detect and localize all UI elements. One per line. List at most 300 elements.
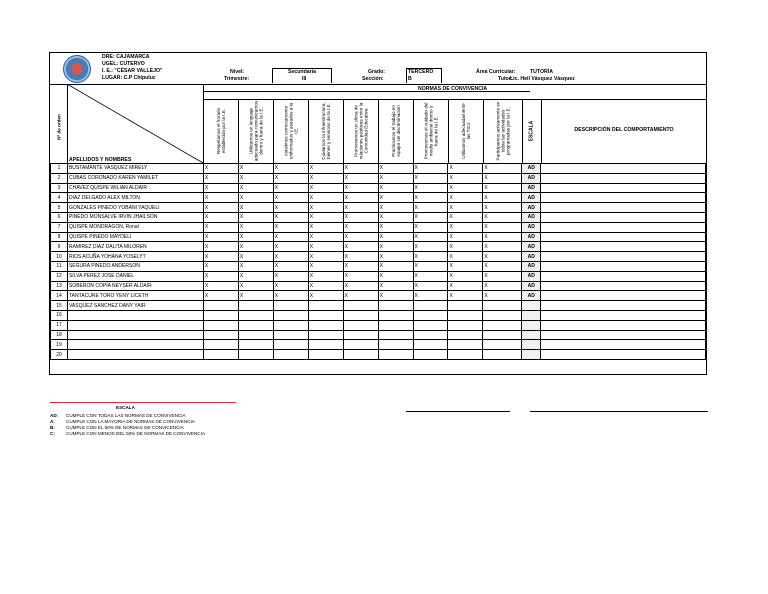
norma-mark[interactable]: X bbox=[483, 183, 522, 193]
norma-mark[interactable]: X bbox=[343, 193, 378, 203]
norma-mark[interactable] bbox=[343, 310, 378, 320]
norma-header: Practicamos el trabajo en equipo sin discriminación bbox=[391, 105, 401, 157]
norma-mark[interactable] bbox=[448, 340, 483, 350]
norma-mark[interactable]: X bbox=[413, 183, 448, 193]
norma-mark[interactable]: X bbox=[448, 261, 483, 271]
escala-value[interactable] bbox=[522, 350, 541, 360]
norma-header: Utilizamos adecuadamente las TICs bbox=[461, 103, 471, 159]
norma-mark[interactable]: X bbox=[308, 291, 343, 301]
norma-mark[interactable]: X bbox=[378, 232, 413, 242]
row-number[interactable]: 11 bbox=[51, 261, 68, 271]
norma-mark[interactable] bbox=[343, 330, 378, 340]
norma-mark[interactable] bbox=[448, 301, 483, 311]
order-header: Nº de orden bbox=[56, 114, 62, 140]
norma-mark[interactable] bbox=[273, 340, 308, 350]
area-value: TUTORÍA bbox=[530, 69, 553, 75]
norma-mark[interactable]: X bbox=[413, 164, 448, 174]
norma-mark[interactable]: X bbox=[448, 222, 483, 232]
norma-mark[interactable] bbox=[308, 301, 343, 311]
escala-value[interactable] bbox=[522, 301, 541, 311]
norma-mark[interactable]: X bbox=[308, 164, 343, 174]
norma-mark[interactable]: X bbox=[483, 164, 522, 174]
table-row bbox=[51, 261, 706, 271]
norma-mark[interactable] bbox=[203, 310, 238, 320]
norma-header: Cuidamos la infraestructura, bienes y servicios de la I.E. bbox=[321, 102, 331, 160]
norma-mark[interactable] bbox=[413, 320, 448, 330]
descripcion-cell[interactable] bbox=[541, 232, 706, 242]
norma-mark[interactable] bbox=[238, 301, 273, 311]
student-name[interactable] bbox=[67, 340, 203, 350]
row-number[interactable]: 20 bbox=[51, 350, 68, 360]
nivel-value: Secundaria bbox=[288, 69, 316, 75]
norma-mark[interactable] bbox=[273, 310, 308, 320]
norma-mark[interactable] bbox=[273, 350, 308, 360]
norma-mark[interactable] bbox=[308, 320, 343, 330]
norma-mark[interactable]: X bbox=[343, 271, 378, 281]
norma-mark[interactable] bbox=[238, 310, 273, 320]
norma-mark[interactable]: X bbox=[273, 183, 308, 193]
descripcion-cell[interactable] bbox=[541, 252, 706, 262]
norma-mark[interactable]: X bbox=[413, 242, 448, 252]
norma-mark[interactable]: X bbox=[238, 261, 273, 271]
norma-mark[interactable] bbox=[203, 340, 238, 350]
student-name[interactable] bbox=[67, 320, 203, 330]
row-number[interactable]: 5 bbox=[51, 203, 68, 213]
row-number[interactable]: 12 bbox=[51, 271, 68, 281]
tutor-value: Lic. Heil Vásquez Vásquez bbox=[510, 76, 575, 82]
student-name[interactable]: TANTACURE TORO YENY LICETH bbox=[67, 291, 203, 301]
descripcion-cell[interactable] bbox=[541, 281, 706, 291]
norma-mark[interactable] bbox=[483, 350, 522, 360]
norma-mark[interactable] bbox=[483, 310, 522, 320]
legend-text: CUMPLE CON TODAS LAS NORMAS DE CONVIVENCIA bbox=[66, 413, 186, 418]
row-number[interactable]: 7 bbox=[51, 222, 68, 232]
norma-mark[interactable]: X bbox=[448, 281, 483, 291]
norma-mark[interactable]: X bbox=[448, 252, 483, 262]
norma-mark[interactable]: X bbox=[308, 281, 343, 291]
nivel-label: Nivel: bbox=[230, 69, 245, 75]
table-row bbox=[51, 281, 706, 291]
norma-mark[interactable]: X bbox=[413, 232, 448, 242]
area-label: Área Curricular: bbox=[476, 69, 516, 75]
norma-mark[interactable]: X bbox=[238, 252, 273, 262]
norma-mark[interactable] bbox=[343, 301, 378, 311]
student-name[interactable]: SILVA PEREZ JOSE DANIEL bbox=[67, 271, 203, 281]
row-number[interactable]: 1 bbox=[51, 164, 68, 174]
norma-mark[interactable] bbox=[448, 350, 483, 360]
escala-value[interactable]: AD bbox=[522, 271, 541, 281]
norma-mark[interactable]: X bbox=[343, 242, 378, 252]
norma-mark[interactable] bbox=[308, 310, 343, 320]
table-row bbox=[51, 252, 706, 262]
norma-mark[interactable]: X bbox=[378, 291, 413, 301]
descripcion-cell[interactable] bbox=[541, 222, 706, 232]
row-number[interactable]: 19 bbox=[51, 340, 68, 350]
table-row bbox=[51, 310, 706, 320]
student-name[interactable]: GONZALES PINEDO YOBANI YAQUELI bbox=[67, 203, 203, 213]
norma-mark[interactable]: X bbox=[413, 212, 448, 222]
ugel-text: UGEL: CUTERVO bbox=[102, 61, 145, 67]
norma-mark[interactable]: X bbox=[273, 222, 308, 232]
norma-mark[interactable]: X bbox=[343, 212, 378, 222]
escala-value[interactable]: AD bbox=[522, 291, 541, 301]
student-name[interactable]: DIAZ DELGADO ALEX MILTON bbox=[67, 193, 203, 203]
norma-mark[interactable]: X bbox=[238, 222, 273, 232]
norma-mark[interactable] bbox=[378, 320, 413, 330]
student-name[interactable]: RIOS ACUÑA YOHANA YOSELYT bbox=[67, 252, 203, 262]
descripcion-cell[interactable] bbox=[541, 310, 706, 320]
norma-mark[interactable] bbox=[203, 350, 238, 360]
table-row bbox=[51, 320, 706, 330]
table-row bbox=[51, 173, 706, 183]
row-number[interactable]: 2 bbox=[51, 173, 68, 183]
school-logo-icon bbox=[63, 55, 91, 83]
student-name[interactable]: PINEDO MONSALVE IRVIN JHAILSON bbox=[67, 212, 203, 222]
norma-header-cell bbox=[413, 99, 448, 163]
student-name[interactable]: RAMIREZ DIAZ DALITA MILOREN bbox=[67, 242, 203, 252]
tutor-label: Tutor: bbox=[498, 76, 513, 82]
norma-mark[interactable]: X bbox=[238, 291, 273, 301]
escala-value[interactable]: AD bbox=[522, 183, 541, 193]
norma-mark[interactable]: X bbox=[238, 281, 273, 291]
row-number[interactable]: 3 bbox=[51, 183, 68, 193]
norma-mark[interactable]: X bbox=[273, 271, 308, 281]
norma-mark[interactable]: X bbox=[203, 173, 238, 183]
norma-mark[interactable]: X bbox=[308, 173, 343, 183]
escala-value[interactable]: AD bbox=[522, 173, 541, 183]
norma-mark[interactable]: X bbox=[483, 252, 522, 262]
descripcion-cell[interactable] bbox=[541, 212, 706, 222]
norma-mark[interactable]: X bbox=[273, 203, 308, 213]
norma-mark[interactable]: X bbox=[448, 232, 483, 242]
escala-value[interactable]: AD bbox=[522, 261, 541, 271]
norma-mark[interactable] bbox=[378, 330, 413, 340]
norma-mark[interactable]: X bbox=[203, 261, 238, 271]
norma-mark[interactable]: X bbox=[413, 291, 448, 301]
student-name[interactable] bbox=[67, 350, 203, 360]
norma-mark[interactable]: X bbox=[448, 173, 483, 183]
norma-mark[interactable]: X bbox=[203, 212, 238, 222]
norma-mark[interactable]: X bbox=[413, 271, 448, 281]
descripcion-cell[interactable] bbox=[541, 203, 706, 213]
row-number[interactable]: 8 bbox=[51, 232, 68, 242]
norma-mark[interactable]: X bbox=[378, 193, 413, 203]
student-name[interactable]: SEGURA PINEDO ANDERSON bbox=[67, 261, 203, 271]
norma-mark[interactable]: X bbox=[308, 222, 343, 232]
norma-mark[interactable]: X bbox=[413, 222, 448, 232]
norma-mark[interactable] bbox=[413, 301, 448, 311]
norma-mark[interactable]: X bbox=[273, 252, 308, 262]
norma-mark[interactable] bbox=[413, 330, 448, 340]
norma-mark[interactable]: X bbox=[483, 193, 522, 203]
norma-mark[interactable]: X bbox=[273, 173, 308, 183]
norma-mark[interactable] bbox=[483, 340, 522, 350]
norma-mark[interactable]: X bbox=[378, 203, 413, 213]
row-number[interactable]: 10 bbox=[51, 252, 68, 262]
norma-mark[interactable] bbox=[308, 340, 343, 350]
norma-mark[interactable]: X bbox=[343, 173, 378, 183]
descripcion-cell[interactable] bbox=[541, 330, 706, 340]
norma-mark[interactable]: X bbox=[238, 183, 273, 193]
descripcion-cell[interactable] bbox=[541, 183, 706, 193]
norma-mark[interactable]: X bbox=[308, 242, 343, 252]
norma-mark[interactable]: X bbox=[203, 222, 238, 232]
norma-mark[interactable]: X bbox=[203, 193, 238, 203]
norma-mark[interactable]: X bbox=[203, 183, 238, 193]
norma-mark[interactable] bbox=[378, 350, 413, 360]
norma-mark[interactable]: X bbox=[378, 252, 413, 262]
row-number[interactable]: 15 bbox=[51, 301, 68, 311]
norma-mark[interactable] bbox=[413, 340, 448, 350]
escala-value[interactable] bbox=[522, 320, 541, 330]
norma-mark[interactable] bbox=[343, 340, 378, 350]
norma-mark[interactable]: X bbox=[378, 183, 413, 193]
order-header-cell bbox=[51, 107, 67, 147]
lugar-text: LUGAR: C.P Chipuluc bbox=[102, 75, 156, 81]
student-name[interactable]: CUBAS CORONADO KAREN YAMILET bbox=[67, 173, 203, 183]
norma-mark[interactable] bbox=[273, 330, 308, 340]
escala-value[interactable] bbox=[522, 340, 541, 350]
norma-mark[interactable] bbox=[238, 350, 273, 360]
norma-mark[interactable]: X bbox=[238, 173, 273, 183]
norma-mark[interactable] bbox=[203, 330, 238, 340]
escala-value[interactable]: AD bbox=[522, 164, 541, 174]
norma-mark[interactable] bbox=[238, 340, 273, 350]
norma-mark[interactable]: X bbox=[308, 183, 343, 193]
norma-mark[interactable]: X bbox=[273, 261, 308, 271]
descripcion-cell[interactable] bbox=[541, 261, 706, 271]
descripcion-cell[interactable] bbox=[541, 193, 706, 203]
names-header: APELLIDOS Y NOMBRES bbox=[69, 157, 132, 163]
norma-mark[interactable]: X bbox=[343, 222, 378, 232]
norma-mark[interactable]: X bbox=[483, 261, 522, 271]
norma-mark[interactable]: X bbox=[378, 261, 413, 271]
norma-mark[interactable] bbox=[273, 301, 308, 311]
norma-mark[interactable]: X bbox=[413, 173, 448, 183]
escala-value[interactable] bbox=[522, 310, 541, 320]
norma-mark[interactable]: X bbox=[203, 271, 238, 281]
norma-header: Participamos activamente en todas las actividades programadas por la I.E. bbox=[495, 101, 511, 161]
norma-mark[interactable]: X bbox=[308, 212, 343, 222]
norma-mark[interactable]: X bbox=[378, 222, 413, 232]
norma-mark[interactable]: X bbox=[413, 281, 448, 291]
descripcion-cell[interactable] bbox=[541, 350, 706, 360]
norma-mark[interactable]: X bbox=[343, 183, 378, 193]
norma-mark[interactable]: X bbox=[343, 291, 378, 301]
norma-mark[interactable] bbox=[343, 350, 378, 360]
norma-mark[interactable] bbox=[413, 350, 448, 360]
norma-mark[interactable]: X bbox=[448, 164, 483, 174]
norma-mark[interactable]: X bbox=[448, 242, 483, 252]
norma-mark[interactable]: X bbox=[448, 203, 483, 213]
norma-mark[interactable]: X bbox=[238, 271, 273, 281]
escala-value[interactable] bbox=[522, 330, 541, 340]
students-table bbox=[50, 163, 706, 360]
table-row bbox=[51, 340, 706, 350]
row-number[interactable]: 18 bbox=[51, 330, 68, 340]
norma-mark[interactable]: X bbox=[203, 242, 238, 252]
descripcion-cell[interactable] bbox=[541, 242, 706, 252]
escala-value[interactable]: AD bbox=[522, 242, 541, 252]
norma-mark[interactable]: X bbox=[238, 232, 273, 242]
norma-mark[interactable]: X bbox=[378, 242, 413, 252]
diagonal-line bbox=[67, 84, 203, 163]
norma-mark[interactable] bbox=[378, 340, 413, 350]
norma-mark[interactable]: X bbox=[238, 193, 273, 203]
descripcion-cell[interactable] bbox=[541, 164, 706, 174]
escala-value[interactable]: AD bbox=[522, 281, 541, 291]
legend-code: A: bbox=[50, 419, 55, 424]
norma-mark[interactable]: X bbox=[308, 271, 343, 281]
row-number[interactable]: 9 bbox=[51, 242, 68, 252]
norma-mark[interactable]: X bbox=[448, 183, 483, 193]
student-name[interactable]: BUSTAMANTE VASQUEZ MIRELY bbox=[67, 164, 203, 174]
row-number[interactable]: 16 bbox=[51, 310, 68, 320]
norma-mark[interactable]: X bbox=[343, 261, 378, 271]
norma-mark[interactable]: X bbox=[483, 212, 522, 222]
norma-mark[interactable]: X bbox=[483, 222, 522, 232]
norma-mark[interactable]: X bbox=[308, 232, 343, 242]
norma-mark[interactable]: X bbox=[308, 203, 343, 213]
norma-mark[interactable]: X bbox=[448, 212, 483, 222]
table-row bbox=[51, 183, 706, 193]
norma-mark[interactable] bbox=[378, 301, 413, 311]
table-row bbox=[51, 164, 706, 174]
norma-mark[interactable]: X bbox=[273, 193, 308, 203]
norma-mark[interactable] bbox=[413, 310, 448, 320]
norma-mark[interactable]: X bbox=[238, 164, 273, 174]
escala-header-cell bbox=[522, 99, 541, 163]
norma-mark[interactable]: X bbox=[343, 232, 378, 242]
student-name[interactable]: CHAVEZ QUISPE WILIAN ALDAIR bbox=[67, 183, 203, 193]
norma-mark[interactable]: X bbox=[203, 281, 238, 291]
norma-mark[interactable]: X bbox=[448, 193, 483, 203]
escala-value[interactable]: AD bbox=[522, 232, 541, 242]
escala-value[interactable]: AD bbox=[522, 252, 541, 262]
row-number[interactable]: 14 bbox=[51, 291, 68, 301]
norma-mark[interactable]: X bbox=[378, 271, 413, 281]
norma-mark[interactable]: X bbox=[378, 212, 413, 222]
norma-mark[interactable] bbox=[483, 330, 522, 340]
norma-mark[interactable]: X bbox=[378, 164, 413, 174]
norma-mark[interactable]: X bbox=[413, 252, 448, 262]
student-name[interactable]: SOBERON COPIA NEYSER ALDAIR bbox=[67, 281, 203, 291]
norma-header-cell bbox=[238, 99, 273, 163]
descripcion-header: DESCRIPCIÓN DEL COMPORTAMIENTO bbox=[574, 127, 674, 133]
norma-mark[interactable]: X bbox=[203, 164, 238, 174]
norma-mark[interactable]: X bbox=[238, 212, 273, 222]
norma-mark[interactable]: X bbox=[413, 193, 448, 203]
row-number[interactable]: 4 bbox=[51, 193, 68, 203]
descripcion-cell[interactable] bbox=[541, 271, 706, 281]
norma-mark[interactable]: X bbox=[343, 281, 378, 291]
signature-line-left bbox=[406, 411, 510, 412]
student-name[interactable] bbox=[67, 330, 203, 340]
norma-mark[interactable]: X bbox=[273, 164, 308, 174]
norma-mark[interactable]: X bbox=[343, 164, 378, 174]
student-name[interactable]: QUISPE PINEDO MAYDELI bbox=[67, 232, 203, 242]
norma-mark[interactable] bbox=[238, 320, 273, 330]
norma-mark[interactable] bbox=[448, 310, 483, 320]
norma-mark[interactable] bbox=[203, 301, 238, 311]
escala-header: ESCALA bbox=[528, 120, 535, 142]
norma-mark[interactable] bbox=[448, 320, 483, 330]
norma-mark[interactable] bbox=[448, 330, 483, 340]
ie-text: I. E.: "CÉSAR VALLEJO" bbox=[102, 68, 163, 74]
escala-value[interactable]: AD bbox=[522, 222, 541, 232]
norma-mark[interactable]: X bbox=[203, 232, 238, 242]
norma-mark[interactable]: X bbox=[273, 212, 308, 222]
student-name[interactable]: QUISPE MONDRAGON, Ronal bbox=[67, 222, 203, 232]
norma-mark[interactable]: X bbox=[448, 291, 483, 301]
descripcion-cell[interactable] bbox=[541, 320, 706, 330]
norma-mark[interactable]: X bbox=[273, 232, 308, 242]
student-name[interactable]: VASQUEZ SANCHEZ DANY YAIR bbox=[67, 301, 203, 311]
norma-mark[interactable] bbox=[308, 330, 343, 340]
norma-mark[interactable]: X bbox=[343, 203, 378, 213]
norma-mark[interactable]: X bbox=[413, 203, 448, 213]
norma-mark[interactable]: X bbox=[308, 193, 343, 203]
norma-mark[interactable]: X bbox=[308, 252, 343, 262]
table-row bbox=[51, 271, 706, 281]
table-row bbox=[51, 212, 706, 222]
norma-mark[interactable]: X bbox=[343, 252, 378, 262]
row-number[interactable]: 6 bbox=[51, 212, 68, 222]
table-row bbox=[51, 242, 706, 252]
descripcion-cell[interactable] bbox=[541, 301, 706, 311]
norma-mark[interactable]: X bbox=[273, 242, 308, 252]
row-number[interactable]: 17 bbox=[51, 320, 68, 330]
norma-mark[interactable]: X bbox=[413, 261, 448, 271]
norma-mark[interactable]: X bbox=[448, 271, 483, 281]
norma-mark[interactable] bbox=[238, 330, 273, 340]
descripcion-cell[interactable] bbox=[541, 173, 706, 183]
escala-value[interactable]: AD bbox=[522, 212, 541, 222]
norma-mark[interactable]: X bbox=[483, 242, 522, 252]
student-name[interactable] bbox=[67, 310, 203, 320]
legend-code: B: bbox=[50, 425, 55, 430]
norma-mark[interactable]: X bbox=[238, 203, 273, 213]
norma-mark[interactable]: X bbox=[483, 173, 522, 183]
descripcion-cell[interactable] bbox=[541, 340, 706, 350]
norma-mark[interactable]: X bbox=[308, 261, 343, 271]
norma-mark[interactable]: X bbox=[203, 252, 238, 262]
norma-mark[interactable] bbox=[483, 301, 522, 311]
norma-mark[interactable]: X bbox=[483, 291, 522, 301]
norma-mark[interactable]: X bbox=[483, 271, 522, 281]
norma-mark[interactable] bbox=[378, 310, 413, 320]
norma-mark[interactable] bbox=[343, 320, 378, 330]
norma-mark[interactable] bbox=[203, 320, 238, 330]
norma-mark[interactable] bbox=[308, 350, 343, 360]
escala-value[interactable]: AD bbox=[522, 203, 541, 213]
norma-mark[interactable]: X bbox=[273, 281, 308, 291]
escala-value[interactable]: AD bbox=[522, 193, 541, 203]
norma-mark[interactable] bbox=[483, 320, 522, 330]
norma-mark[interactable]: X bbox=[273, 291, 308, 301]
norma-mark[interactable]: X bbox=[203, 203, 238, 213]
descripcion-cell[interactable] bbox=[541, 291, 706, 301]
row-number[interactable]: 13 bbox=[51, 281, 68, 291]
norma-mark[interactable]: X bbox=[483, 232, 522, 242]
norma-mark[interactable] bbox=[273, 320, 308, 330]
norma-mark[interactable]: X bbox=[483, 281, 522, 291]
norma-mark[interactable]: X bbox=[378, 173, 413, 183]
norma-mark[interactable]: X bbox=[378, 281, 413, 291]
norma-mark[interactable]: X bbox=[203, 291, 238, 301]
norma-mark[interactable]: X bbox=[238, 242, 273, 252]
norma-mark[interactable]: X bbox=[483, 203, 522, 213]
